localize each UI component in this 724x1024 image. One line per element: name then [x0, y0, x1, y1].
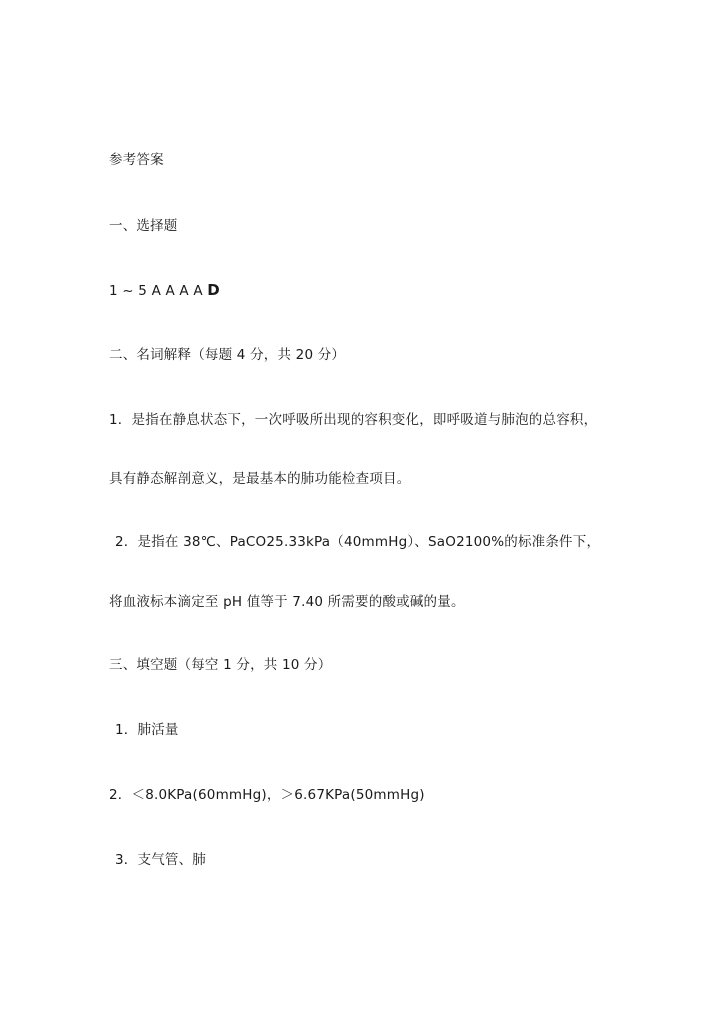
fill-answer-3: 3．支气管、肺: [115, 852, 206, 868]
fill-answer-2: 2．＜8.0KPa(60mmHg)，＞6.67KPa(50mmHg): [109, 787, 425, 803]
choice-answers: [109, 281, 220, 300]
term-answer-2-line-1: 2．是指在 38℃、PaCO25.33kPa（40mmHg）、SaO2100%的标准条件下，: [115, 534, 601, 550]
term-answer-1-line-2: 具有静态解剖意义，是最基本的肺功能检查项目。: [109, 471, 411, 487]
section-heading-terms: 二、名词解释（每题 4 分，共 20 分）: [109, 347, 346, 363]
choice-answers-prefix: 1 ~ 5 A A A A: [109, 283, 208, 299]
term-answer-1-line-1: 1．是指在静息状态下，一次呼吸所出现的容积变化，即呼吸道与肺泡的总容积，: [109, 412, 598, 428]
section-heading-fill: 三、填空题（每空 1 分，共 10 分）: [109, 657, 332, 673]
choice-answers-last: D: [207, 281, 220, 299]
section-heading-choice: 一、选择题: [109, 218, 178, 234]
document-title: 参考答案: [109, 152, 164, 168]
fill-answer-1: 1．肺活量: [115, 722, 179, 738]
term-answer-2-line-2: 将血液标本滴定至 pH 值等于 7.40 所需要的酸或碱的量。: [109, 594, 465, 610]
